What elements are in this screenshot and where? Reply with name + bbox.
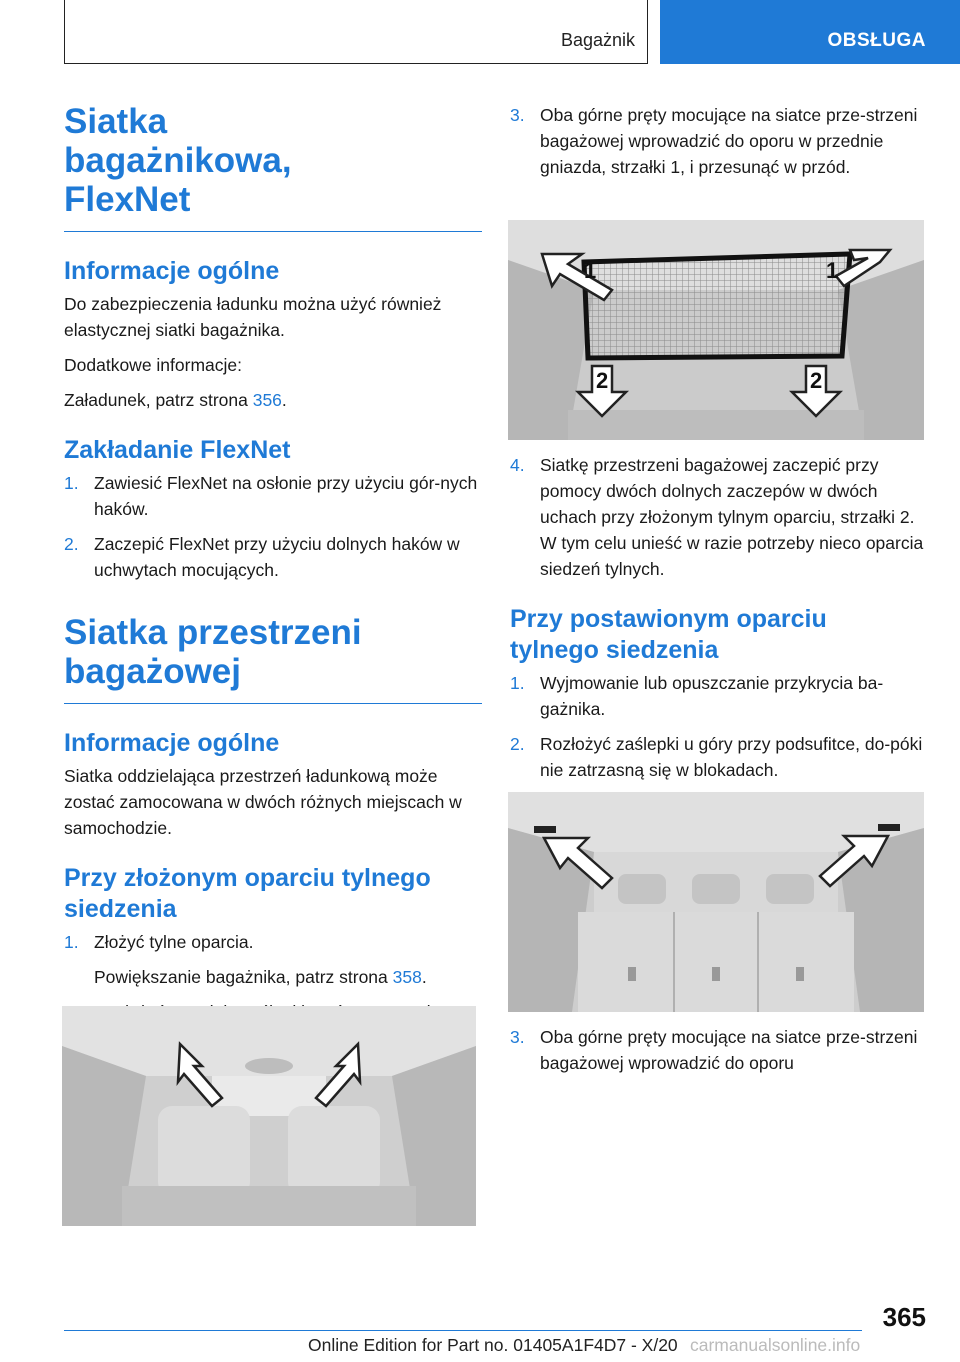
ref-end: . [421, 967, 427, 987]
info-1-text: Do zabezpieczenia ładunku można użyć również elastycznej siatki bagażnika. [64, 294, 442, 340]
page-link-356[interactable]: 356 [252, 390, 282, 410]
left-column [64, 102, 482, 1051]
step-text: Zaczepić FlexNet przy użyciu dolnych haków w uchwytach mocujących. [94, 534, 460, 580]
ref-end: . [281, 390, 287, 410]
heading-install: Zakładanie FlexNet [64, 436, 291, 464]
right-column-mid [510, 452, 926, 783]
folded-step-3 [510, 102, 926, 180]
callout-2-right: 2 [810, 368, 823, 393]
ref-text: Powiększanie bagażnika, patrz strona [94, 967, 393, 987]
right-column [510, 102, 926, 180]
right-column-bottom [510, 1024, 926, 1076]
install-step-1 [64, 470, 482, 522]
upright-step-1 [510, 670, 926, 722]
footer-rule [64, 1330, 862, 1331]
photo-net-installed-folded [508, 220, 924, 440]
heading-folded: Przy złożonym oparciu tylnego siedzenia [64, 864, 431, 923]
ref-text: Załadunek, patrz strona [64, 390, 253, 410]
page-number: 365 [882, 1302, 926, 1332]
step-text: Siatkę przestrzeni bagażowej zaczepić przy pomocy dwóch dolnych zaczepów w dwóch uchach przy złożonym tylnym oparciu, strzałki 2. W tym celu unieść w razie potrzeby nieco oparcia siedzeń tylnych. [540, 455, 924, 579]
info-2-text: Siatka oddzielająca przestrzeń ładunkową może zostać zamocowana w dwóch różnych miejscach w samochodzie. [64, 766, 462, 838]
upright-step-3 [510, 1024, 926, 1076]
step-number: 3. [510, 1027, 525, 1047]
page-link-358[interactable]: 358 [392, 967, 422, 987]
step-subtext [94, 964, 482, 990]
title-rule [64, 703, 482, 704]
callout-1-left: 1 [584, 258, 597, 283]
step-number: 2. [64, 534, 79, 554]
step-number: 3. [510, 105, 525, 125]
folded-step-4 [510, 452, 926, 582]
step-text: Wyjmowanie lub opuszczanie przykrycia ba-gażnika. [540, 673, 884, 719]
header-tab-label: OBSŁUGA [827, 30, 926, 51]
callout-1-right: 1 [826, 258, 839, 283]
step-number: 1. [64, 473, 79, 493]
step-text: Złożyć tylne oparcia. [94, 932, 254, 952]
title-flexnet: Siatka bagażnikowa, FlexNet [64, 102, 292, 219]
heading-info-2: Informacje ogólne [64, 729, 280, 757]
step-text: Rozłożyć zaślepki u góry przy podsufitce, do-póki nie zatrzasną się w blokadach. [540, 734, 923, 780]
step-number: 4. [510, 455, 525, 475]
footer-edition: Online Edition for Part no. 01405A1F4D7 - X/20 [308, 1335, 678, 1355]
upright-step-2 [510, 731, 926, 783]
header-section: Bagażnik [560, 30, 635, 50]
heading-info-1: Informacje ogólne [64, 257, 280, 285]
callout-2-left: 2 [596, 368, 609, 393]
photo-trunk-upright-seats [508, 792, 924, 1012]
step-text: Oba górne pręty mocujące na siatce prze-strzeni bagażowej wprowadzić do oporu [540, 1027, 918, 1073]
title-rule [64, 231, 482, 232]
info-1-extra: Dodatkowe informacje: [64, 355, 242, 375]
step-number: 1. [510, 673, 525, 693]
step-number: 2. [510, 734, 525, 754]
header-box [64, 0, 648, 64]
step-text: Zawiesić FlexNet na osłonie przy użyciu gór-nych haków. [94, 473, 478, 519]
photo-trunk-folded-seats [62, 1006, 476, 1226]
step-number: 1. [64, 932, 79, 952]
folded-step-1 [64, 929, 482, 990]
info-1-ref [64, 387, 482, 413]
install-step-2 [64, 531, 482, 583]
step-text: Oba górne pręty mocujące na siatce prze-strzeni bagażowej wprowadzić do oporu w przednie gniazda, strzałki 1, i przesunąć w przód. [540, 105, 918, 177]
watermark: carmanualsonline.info [690, 1335, 861, 1355]
title-cargo-net: Siatka przestrzeni bagażowej [64, 613, 362, 691]
heading-upright: Przy postawionym oparciu tylnego siedzenia [510, 605, 827, 664]
header-tab [660, 0, 960, 64]
